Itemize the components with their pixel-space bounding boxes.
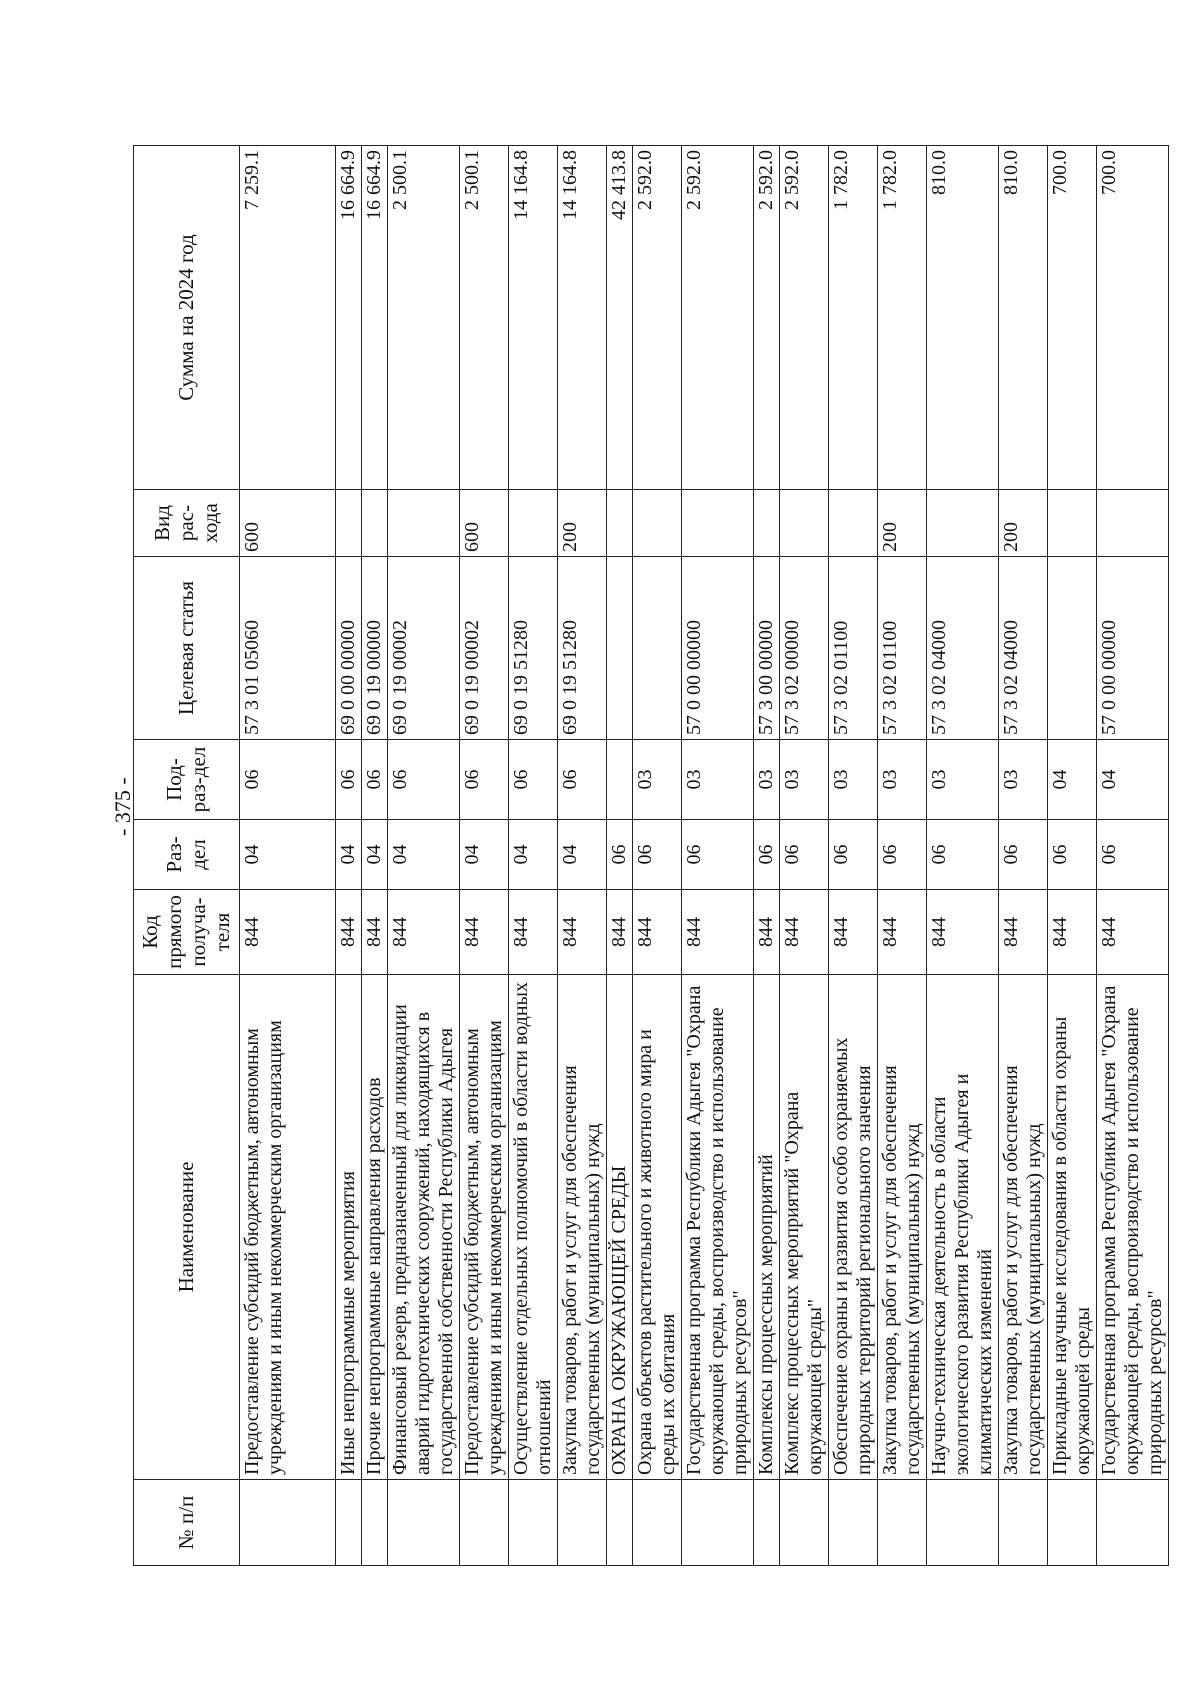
row-num-cell bbox=[335, 1480, 361, 1566]
row-expense-type-cell: 600 bbox=[459, 490, 508, 557]
table-row bbox=[681, 146, 753, 1566]
row-subsection-cell: 06 bbox=[361, 740, 387, 820]
row-name-cell: Обеспечение охраны и развития особо охраняемых природных территорий регионального значения bbox=[828, 975, 877, 1480]
budget-table bbox=[133, 145, 1169, 1566]
row-expense-type-cell: 200 bbox=[877, 490, 926, 557]
row-name-cell: Иные непрограммные мероприятия bbox=[335, 975, 361, 1480]
table-row bbox=[508, 146, 557, 1566]
row-expense-type-cell bbox=[387, 490, 459, 557]
row-recipient-code-cell: 844 bbox=[877, 890, 926, 975]
row-name-cell: Финансовый резерв, предназначенный для ликвидации аварий гидротехнических сооружений, находящихся в государственной собственности Республики Адыгея bbox=[387, 975, 459, 1480]
row-recipient-code-cell: 844 bbox=[632, 890, 681, 975]
row-num-cell bbox=[926, 1480, 998, 1566]
row-name-cell: Охрана объектов растительного и животного мира и среды их обитания bbox=[632, 975, 681, 1480]
row-expense-type-cell: 200 bbox=[557, 490, 606, 557]
row-target-cell bbox=[632, 557, 681, 740]
row-amount-cell: 1 782.0 bbox=[828, 146, 877, 490]
row-section-cell: 06 bbox=[632, 820, 681, 890]
row-num-cell bbox=[779, 1480, 828, 1566]
row-section-cell: 06 bbox=[998, 820, 1047, 890]
row-target-cell: 69 0 19 00000 bbox=[361, 557, 387, 740]
row-section-cell: 04 bbox=[239, 820, 335, 890]
row-name-cell: Предоставление субсидий бюджетным, автономным учреждениям и иным некоммерческим организациям bbox=[459, 975, 508, 1480]
row-name-cell: ОХРАНА ОКРУЖАЮЩЕЙ СРЕДЫ bbox=[606, 975, 632, 1480]
row-num-cell bbox=[753, 1480, 779, 1566]
table-row bbox=[459, 146, 508, 1566]
row-name-cell: Прикладные научные исследования в области охраны окружающей среды bbox=[1047, 975, 1096, 1480]
row-target-cell: 57 0 00 00000 bbox=[1096, 557, 1168, 740]
row-name-cell: Прочие непрограммные направления расходов bbox=[361, 975, 387, 1480]
row-target-cell: 69 0 19 51280 bbox=[557, 557, 606, 740]
header-amount: Сумма на 2024 год bbox=[134, 146, 240, 490]
row-amount-cell: 1 782.0 bbox=[877, 146, 926, 490]
row-subsection-cell: 06 bbox=[335, 740, 361, 820]
row-section-cell: 06 bbox=[753, 820, 779, 890]
row-num-cell bbox=[632, 1480, 681, 1566]
row-recipient-code-cell: 844 bbox=[239, 890, 335, 975]
row-num-cell bbox=[239, 1480, 335, 1566]
row-amount-cell: 810.0 bbox=[926, 146, 998, 490]
table-row bbox=[557, 146, 606, 1566]
row-target-cell: 57 0 00 00000 bbox=[681, 557, 753, 740]
row-subsection-cell: 04 bbox=[1047, 740, 1096, 820]
row-subsection-cell: 06 bbox=[459, 740, 508, 820]
row-target-cell: 57 3 02 01100 bbox=[877, 557, 926, 740]
row-section-cell: 04 bbox=[508, 820, 557, 890]
row-section-cell: 04 bbox=[335, 820, 361, 890]
table-row bbox=[387, 146, 459, 1566]
row-amount-cell: 810.0 bbox=[998, 146, 1047, 490]
row-subsection-cell: 03 bbox=[681, 740, 753, 820]
row-subsection-cell: 06 bbox=[508, 740, 557, 820]
row-recipient-code-cell: 844 bbox=[753, 890, 779, 975]
row-amount-cell: 700.0 bbox=[1047, 146, 1096, 490]
row-subsection-cell: 06 bbox=[387, 740, 459, 820]
row-recipient-code-cell: 844 bbox=[335, 890, 361, 975]
row-name-cell: Комплексы процессных мероприятий bbox=[753, 975, 779, 1480]
row-subsection-cell: 06 bbox=[239, 740, 335, 820]
row-num-cell bbox=[998, 1480, 1047, 1566]
row-name-cell: Закупка товаров, работ и услуг для обеспечения государственных (муниципальных) нужд bbox=[998, 975, 1047, 1480]
row-target-cell: 69 0 00 00000 bbox=[335, 557, 361, 740]
row-amount-cell: 2 592.0 bbox=[681, 146, 753, 490]
row-expense-type-cell bbox=[681, 490, 753, 557]
row-target-cell: 57 3 02 04000 bbox=[998, 557, 1047, 740]
row-amount-cell: 42 413.8 bbox=[606, 146, 632, 490]
row-name-cell: Государственная программа Республики Адыгея "Охрана окружающей среды, воспроизводство и использование природных ресурсов" bbox=[1096, 975, 1168, 1480]
table-row bbox=[753, 146, 779, 1566]
table-row bbox=[779, 146, 828, 1566]
row-name-cell: Закупка товаров, работ и услуг для обеспечения государственных (муниципальных) нужд bbox=[557, 975, 606, 1480]
row-expense-type-cell bbox=[828, 490, 877, 557]
row-target-cell: 57 3 00 00000 bbox=[753, 557, 779, 740]
header-name: Наименование bbox=[134, 975, 240, 1480]
table-row bbox=[632, 146, 681, 1566]
header-num: № п/п bbox=[134, 1480, 240, 1566]
row-target-cell: 57 3 02 04000 bbox=[926, 557, 998, 740]
row-recipient-code-cell: 844 bbox=[361, 890, 387, 975]
row-target-cell: 57 3 02 01100 bbox=[828, 557, 877, 740]
row-name-cell: Предоставление субсидий бюджетным, автономным учреждениям и иным некоммерческим организациям bbox=[239, 975, 335, 1480]
row-expense-type-cell bbox=[632, 490, 681, 557]
row-expense-type-cell bbox=[926, 490, 998, 557]
row-subsection-cell: 03 bbox=[998, 740, 1047, 820]
row-num-cell bbox=[1096, 1480, 1168, 1566]
table-header-row bbox=[134, 146, 240, 1566]
row-recipient-code-cell: 844 bbox=[828, 890, 877, 975]
row-num-cell bbox=[459, 1480, 508, 1566]
table-row bbox=[335, 146, 361, 1566]
row-subsection-cell: 04 bbox=[1096, 740, 1168, 820]
row-target-cell: 69 0 19 00002 bbox=[387, 557, 459, 740]
row-section-cell: 06 bbox=[1096, 820, 1168, 890]
row-num-cell bbox=[557, 1480, 606, 1566]
row-amount-cell: 2 592.0 bbox=[753, 146, 779, 490]
row-num-cell bbox=[681, 1480, 753, 1566]
row-section-cell: 06 bbox=[877, 820, 926, 890]
row-target-cell: 69 0 19 00002 bbox=[459, 557, 508, 740]
row-name-cell: Научно-техническая деятельность в области экологического развития Республики Адыгея и климатических изменений bbox=[926, 975, 998, 1480]
row-section-cell: 06 bbox=[606, 820, 632, 890]
row-recipient-code-cell: 844 bbox=[681, 890, 753, 975]
row-subsection-cell bbox=[606, 740, 632, 820]
row-amount-cell: 700.0 bbox=[1096, 146, 1168, 490]
row-section-cell: 06 bbox=[681, 820, 753, 890]
row-recipient-code-cell: 844 bbox=[1047, 890, 1096, 975]
row-section-cell: 04 bbox=[387, 820, 459, 890]
row-num-cell bbox=[877, 1480, 926, 1566]
row-amount-cell: 7 259.1 bbox=[239, 146, 335, 490]
table-row bbox=[1096, 146, 1168, 1566]
table-row bbox=[926, 146, 998, 1566]
row-amount-cell: 2 500.1 bbox=[459, 146, 508, 490]
row-expense-type-cell bbox=[606, 490, 632, 557]
row-subsection-cell: 03 bbox=[753, 740, 779, 820]
table-row bbox=[239, 146, 335, 1566]
header-expense-type: Вид рас-хода bbox=[134, 490, 240, 557]
header-target: Целевая статья bbox=[134, 557, 240, 740]
table-row bbox=[877, 146, 926, 1566]
row-num-cell bbox=[828, 1480, 877, 1566]
row-subsection-cell: 03 bbox=[926, 740, 998, 820]
row-num-cell bbox=[508, 1480, 557, 1566]
row-target-cell bbox=[1047, 557, 1096, 740]
header-subsection: Под-раз-дел bbox=[134, 740, 240, 820]
header-section: Раз-дел bbox=[134, 820, 240, 890]
row-recipient-code-cell: 844 bbox=[459, 890, 508, 975]
row-expense-type-cell: 200 bbox=[998, 490, 1047, 557]
row-subsection-cell: 06 bbox=[557, 740, 606, 820]
row-target-cell: 69 0 19 51280 bbox=[508, 557, 557, 740]
row-section-cell: 04 bbox=[459, 820, 508, 890]
row-expense-type-cell bbox=[779, 490, 828, 557]
row-subsection-cell: 03 bbox=[632, 740, 681, 820]
row-expense-type-cell bbox=[1047, 490, 1096, 557]
row-expense-type-cell bbox=[1096, 490, 1168, 557]
row-name-cell: Осуществление отдельных полномочий в области водных отношений bbox=[508, 975, 557, 1480]
row-num-cell bbox=[361, 1480, 387, 1566]
row-num-cell bbox=[1047, 1480, 1096, 1566]
row-section-cell: 06 bbox=[1047, 820, 1096, 890]
row-section-cell: 06 bbox=[779, 820, 828, 890]
row-amount-cell: 16 664.9 bbox=[335, 146, 361, 490]
table-body bbox=[239, 146, 1168, 1566]
rotated-table-container bbox=[133, 146, 1166, 1566]
row-amount-cell: 2 592.0 bbox=[779, 146, 828, 490]
row-subsection-cell: 03 bbox=[877, 740, 926, 820]
row-expense-type-cell bbox=[361, 490, 387, 557]
row-amount-cell: 14 164.8 bbox=[508, 146, 557, 490]
row-section-cell: 06 bbox=[828, 820, 877, 890]
table-row bbox=[1047, 146, 1096, 1566]
row-target-cell: 57 3 01 05060 bbox=[239, 557, 335, 740]
row-recipient-code-cell: 844 bbox=[606, 890, 632, 975]
row-num-cell bbox=[387, 1480, 459, 1566]
table-row bbox=[361, 146, 387, 1566]
row-expense-type-cell bbox=[335, 490, 361, 557]
row-section-cell: 04 bbox=[557, 820, 606, 890]
row-target-cell: 57 3 02 00000 bbox=[779, 557, 828, 740]
table-row bbox=[828, 146, 877, 1566]
row-amount-cell: 2 500.1 bbox=[387, 146, 459, 490]
row-amount-cell: 2 592.0 bbox=[632, 146, 681, 490]
row-recipient-code-cell: 844 bbox=[779, 890, 828, 975]
row-recipient-code-cell: 844 bbox=[998, 890, 1047, 975]
row-name-cell: Государственная программа Республики Адыгея "Охрана окружающей среды, воспроизводство и использование природных ресурсов" bbox=[681, 975, 753, 1480]
row-expense-type-cell bbox=[508, 490, 557, 557]
row-recipient-code-cell: 844 bbox=[387, 890, 459, 975]
row-expense-type-cell bbox=[753, 490, 779, 557]
table-row bbox=[998, 146, 1047, 1566]
row-recipient-code-cell: 844 bbox=[1096, 890, 1168, 975]
row-recipient-code-cell: 844 bbox=[557, 890, 606, 975]
page-number: - 375 - bbox=[110, 777, 135, 836]
row-name-cell: Закупка товаров, работ и услуг для обеспечения государственных (муниципальных) нужд bbox=[877, 975, 926, 1480]
row-recipient-code-cell: 844 bbox=[508, 890, 557, 975]
row-target-cell bbox=[606, 557, 632, 740]
row-amount-cell: 14 164.8 bbox=[557, 146, 606, 490]
row-recipient-code-cell: 844 bbox=[926, 890, 998, 975]
header-recipient-code: Код прямого получа-теля bbox=[134, 890, 240, 975]
row-expense-type-cell: 600 bbox=[239, 490, 335, 557]
table-row bbox=[606, 146, 632, 1566]
row-amount-cell: 16 664.9 bbox=[361, 146, 387, 490]
row-section-cell: 04 bbox=[361, 820, 387, 890]
row-name-cell: Комплекс процессных мероприятий "Охрана окружающей среды" bbox=[779, 975, 828, 1480]
row-num-cell bbox=[606, 1480, 632, 1566]
row-subsection-cell: 03 bbox=[779, 740, 828, 820]
row-section-cell: 06 bbox=[926, 820, 998, 890]
row-subsection-cell: 03 bbox=[828, 740, 877, 820]
